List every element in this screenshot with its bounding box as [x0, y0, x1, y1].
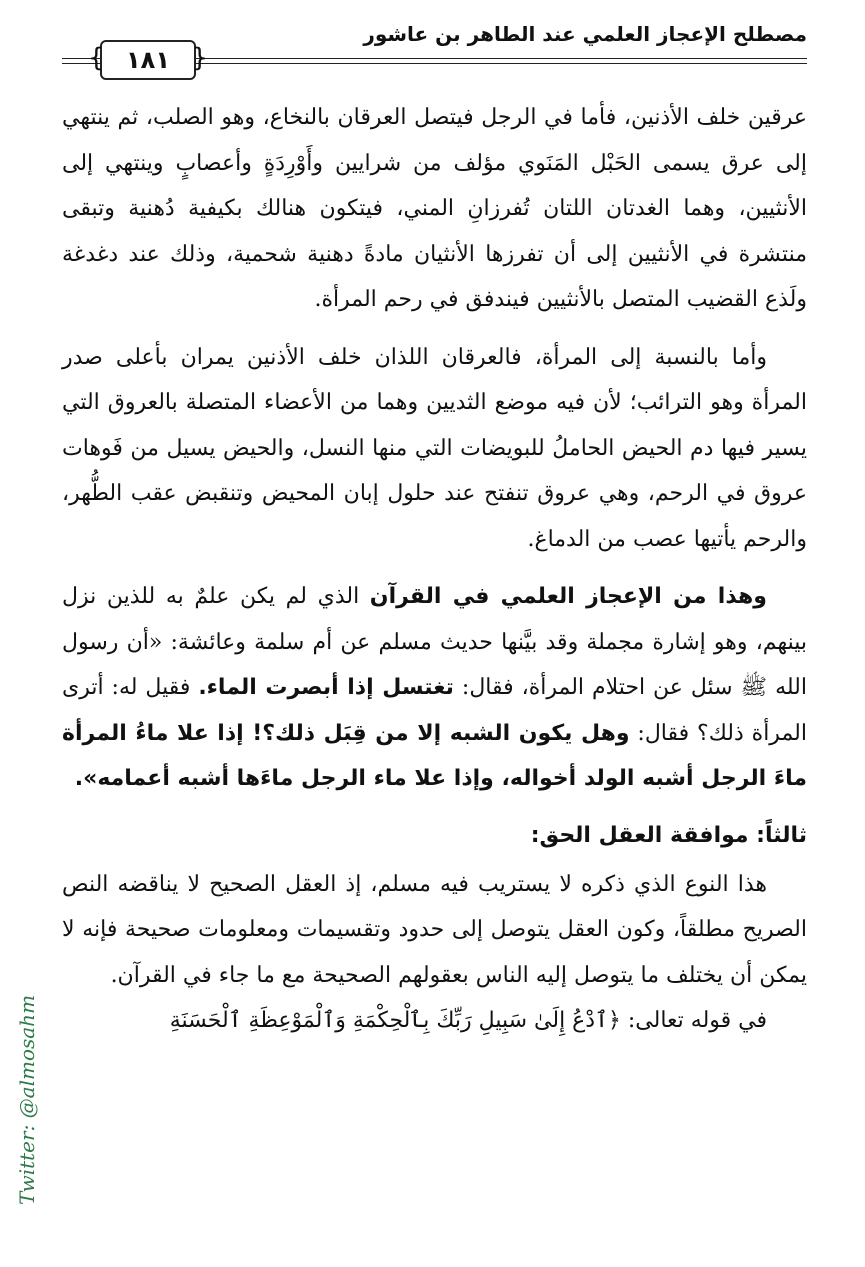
quran-verse: ﴿ٱدْعُ إِلَىٰ سَبِيلِ رَبِّكَ بِٱلْحِكْمَةِ وَٱلْمَوْعِظَةِ ٱلْحَسَنَةِ: [169, 1008, 621, 1033]
paragraph-2-text: وأما بالنسبة إلى المرأة، فالعرقان اللذان خلف الأذنين يمران بأعلى صدر المرأة وهو الترائب؛ لأن فيه موضع الثديين وهما من الأعضاء المتصلة بالعروق التي يسير فيها دم الحيض الحاملُ للبويضات التي منها النسل، والحيض يسيل من فَوهات عروق في الرحم، وهي عروق تنفتح عند حلول إبان المحيض وتنقبض عقب الطُّهر، والرحم يأتيها عصب من الدماغ.: [62, 344, 807, 552]
paragraph-3-text-b: فقيل له: أترى المرأة ذلك؟ فقال:: [62, 675, 807, 746]
section-heading: ثالثاً: موافقة العقل الحق:: [530, 822, 807, 848]
paragraph-4-text: هذا النوع الذي ذكره لا يستريب فيه مسلم، إذ العقل الصحيح لا يناقضه النص الصريح مطلقاً، وكون العقل يتوصل إلى حدود وتقسيمات ومعلومات صحيحة فإنه لا يمكن أن يختلف ما يتوصل إليه الناس بعقولهم الصحيحة مع ما جاء في القرآن.: [62, 871, 807, 988]
running-header: [62, 18, 807, 78]
hadith-bold-2: وهل يكون الشبه إلا من قِبَل ذلك؟! إذا علا ماءُ المرأة ماءَ الرجل أشبه الولد أخواله، وإذا علا ماء الرجل ماءَها أشبه أعمامه: [62, 720, 807, 791]
paragraph-4: [62, 862, 807, 999]
bold-lead: وهذا من الإعجاز العلمي في القرآن: [369, 584, 767, 609]
hadith-bold-1: تغتسل إذا أبصرت الماء.: [198, 675, 454, 700]
paragraph-5: [62, 998, 807, 1044]
paragraph-1: عرقين خلف الأذنين، فأما في الرجل فيتصل العرقان بالنخاع، وهو الصلب، ثم ينتهي إلى عرق يسمى الحَبْل المَنَوي مؤلف من شرايين وأَوْرِدَةٍ وأعصابٍ وينتهي إلى الأنثيين، وهما الغدتان اللتان تُفرزانِ المني، فيتكون هنالك بكيفية دُهنية وتبقى منتشرة في الأنثيين إلى أن تفرزها الأنثيان مادةً دهنية شحمية، وذلك عند دغدغة ولَذع القضيب المتصل بالأنثيين فيندفق في رحم المرأة.: [62, 105, 807, 312]
paragraph-2: [62, 335, 807, 563]
page-body: [62, 95, 807, 1044]
hadith-close: ».: [74, 766, 98, 791]
book-title: مصطلح الإعجاز العلمي عند الطاهر بن عاشور: [353, 22, 807, 46]
page-number: } ١٨١ }: [100, 40, 196, 80]
watermark-text: Twitter: @almosahm: [15, 994, 39, 1206]
watermark: [14, 995, 40, 1205]
paragraph-5-text: في قوله تعالى:: [620, 1008, 767, 1033]
paragraph-3: [62, 574, 807, 802]
paragraph-3-text-a: الذي لم يكن علمٌ به للذين نزل بينهم، وهو إشارة مجملة وقد بيَّنها حديث مسلم عن أم سلمة وعائشة: «أن رسول الله ﷺ سئل عن احتلام المرأة، فقال:: [62, 584, 807, 700]
